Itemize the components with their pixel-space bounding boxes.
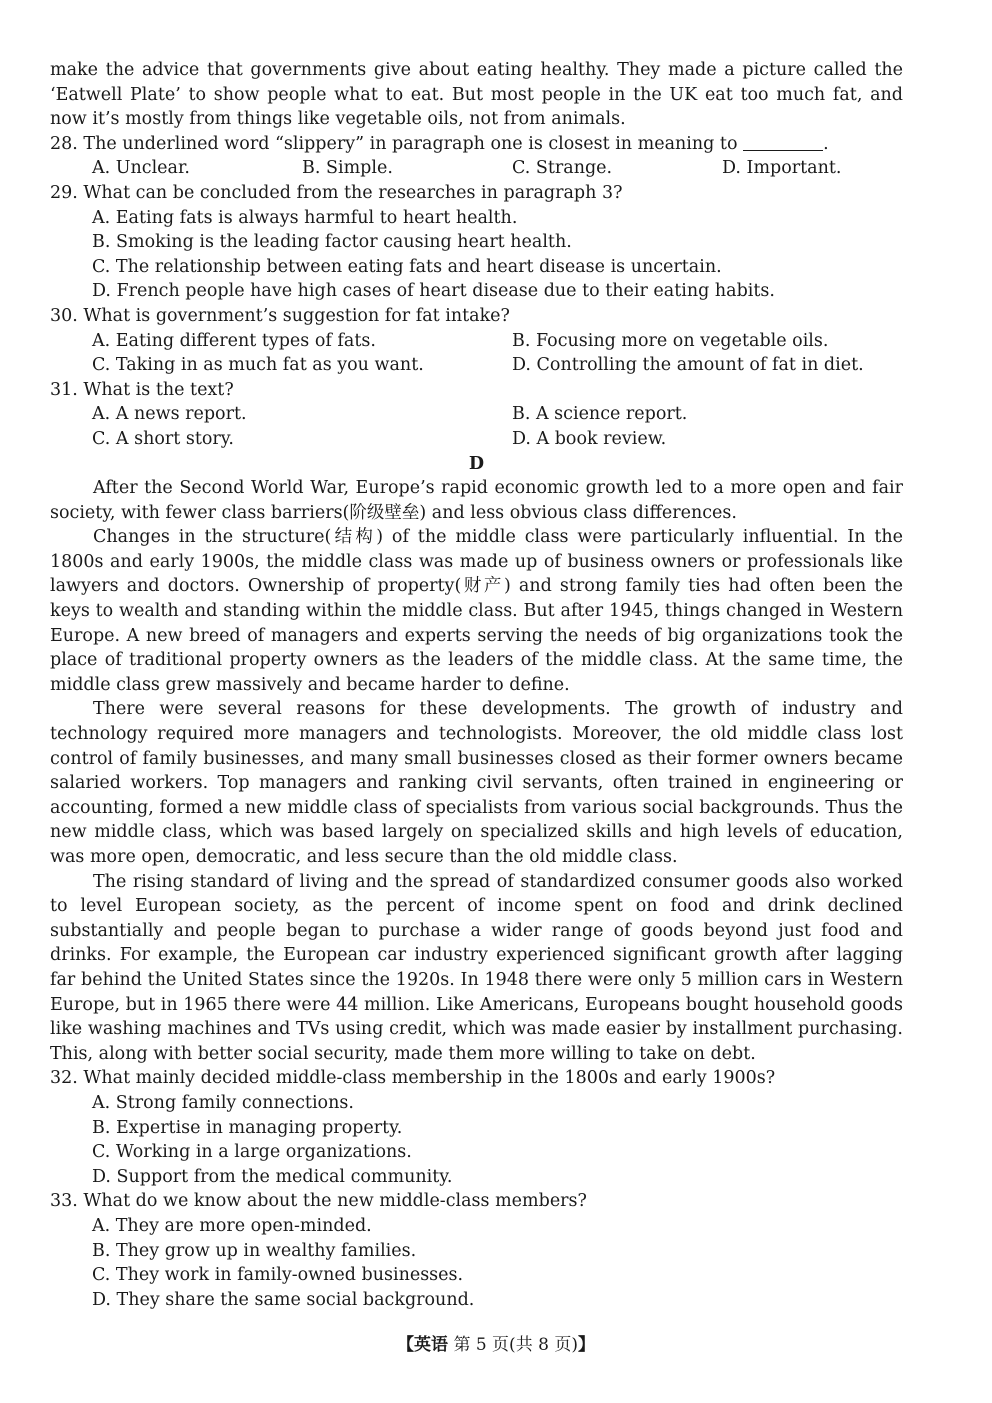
passage-paragraph: There were several reasons for these developments. The growth of industry and technology required more managers and technologists. Moreover, the old middle class lost control of family businesses, and many small businesses closed as their former owners became salaried workers. Top managers and ranking civil servants, often trained in engineering or accounting, formed a new middle class of specialists from various social backgrounds. Thus the new middle class, which was based largely on specialized skills and high levels of education, was more open, democratic, and less secure than the old middle class. <box>50 699 903 867</box>
passage-paragraph: The rising standard of living and the spread of standardized consumer goods also worked to level European society, as the percent of income spent on food and drink declined substantially and people began to purchase a wider range of goods beyond just food and drinks. For example, the European car industry experienced significant growth after lagging far behind the United States since the 1920s. In 1948 there were only 5 million cars in Western Europe, but in 1965 there were 44 million. Like Americans, Europeans bought household goods like washing machines and TVs using credit, which was made easier by installment purchasing. This, along with better social security, made them more willing to take on debt. <box>50 871 903 1064</box>
question-32 <box>50 1066 903 1189</box>
question-28 <box>50 132 903 181</box>
footer-subject: 【英语 <box>397 1335 449 1355</box>
option-b: B. A science report. <box>512 404 688 425</box>
question-31-options-row-2 <box>50 427 903 452</box>
passage-paragraph: After the Second World War, Europe’s rapid economic growth led to a more open and fair society, with fewer class barriers(阶级壁垒) and less obvious class differences. <box>50 478 903 523</box>
option-c: C. The relationship between eating fats and heart disease is uncertain. <box>92 256 722 277</box>
question-33-stem: 33. What do we know about the new middle-class members? <box>50 1191 587 1212</box>
section-d-heading: D <box>468 453 485 474</box>
page-footer <box>0 1330 992 1355</box>
question-28-options <box>50 156 903 181</box>
option-c: C. A short story. <box>92 428 234 449</box>
question-32-stem: 32. What mainly decided middle-class membership in the 1800s and early 1900s? <box>50 1068 776 1089</box>
option-a: A. They are more open-minded. <box>92 1215 372 1236</box>
footer-bracket: 】 <box>577 1335 595 1355</box>
option-a: A. Unclear. <box>92 158 190 179</box>
answer-blank <box>743 134 823 151</box>
question-31-stem: 31. What is the text? <box>50 379 234 400</box>
option-d: D. Support from the medical community. <box>92 1166 453 1187</box>
option-c: C. Strange. <box>512 158 613 179</box>
option-d: D. A book review. <box>512 428 667 449</box>
option-a: A. Strong family connections. <box>92 1092 354 1113</box>
option-c: C. They work in family-owned businesses. <box>92 1265 464 1286</box>
option-c: C. Working in a large organizations. <box>92 1142 412 1163</box>
passage-paragraph: Changes in the structure(结构) of the middle class were particularly influential. In the 1800s and early 1900s, the middle class was made up of business owners or professionals like lawyers and doctors. Ownership of property(财产) and strong family ties had often been the keys to wealth and standing within the middle class. But after 1945, things changed in Western Europe. A new breed of managers and experts serving the needs of big organizations took the place of traditional property owners as the leaders of the middle class. At the same time, the middle class grew massively and became harder to define. <box>50 527 903 695</box>
option-a: A. A news report. <box>92 404 247 425</box>
option-d: D. Important. <box>722 158 842 179</box>
section-d-passage <box>50 476 903 1066</box>
option-d: D. Controlling the amount of fat in diet. <box>512 355 864 376</box>
footer-page-info: 第 5 页(共 8 页) <box>453 1335 578 1355</box>
option-b: B. Simple. <box>302 158 393 179</box>
question-30-options-row-2 <box>50 353 903 378</box>
option-b: B. Expertise in managing property. <box>92 1117 403 1138</box>
option-c: C. Taking in as much fat as you want. <box>92 355 424 376</box>
exam-page <box>50 58 903 1312</box>
option-d: D. They share the same social background. <box>92 1289 475 1310</box>
question-31-options-row-1 <box>50 402 903 427</box>
passage-c-ending: make the advice that governments give about eating healthy. They made a picture called the ‘Eatwell Plate’ to show people what to eat. But most people in the UK eat too much fat, and now it’s mostly from things like vegetable oils, not from animals. <box>50 60 903 130</box>
question-31 <box>50 378 903 452</box>
question-30-options-row-1 <box>50 329 903 354</box>
option-b: B. Smoking is the leading factor causing heart health. <box>92 232 572 253</box>
option-a: A. Eating fats is always harmful to heart health. <box>92 207 518 228</box>
question-33 <box>50 1189 903 1312</box>
question-30-stem: 30. What is government’s suggestion for fat intake? <box>50 305 510 326</box>
question-29 <box>50 181 903 304</box>
option-a: A. Eating different types of fats. <box>92 330 376 351</box>
question-30 <box>50 304 903 378</box>
option-d: D. French people have high cases of heart disease due to their eating habits. <box>92 281 775 302</box>
option-b: B. They grow up in wealthy families. <box>92 1240 417 1261</box>
option-b: B. Focusing more on vegetable oils. <box>512 330 829 351</box>
question-29-stem: 29. What can be concluded from the researches in paragraph 3? <box>50 182 623 203</box>
question-28-stem: 28. The underlined word “slippery” in paragraph one is closest in meaning to . <box>50 133 829 154</box>
